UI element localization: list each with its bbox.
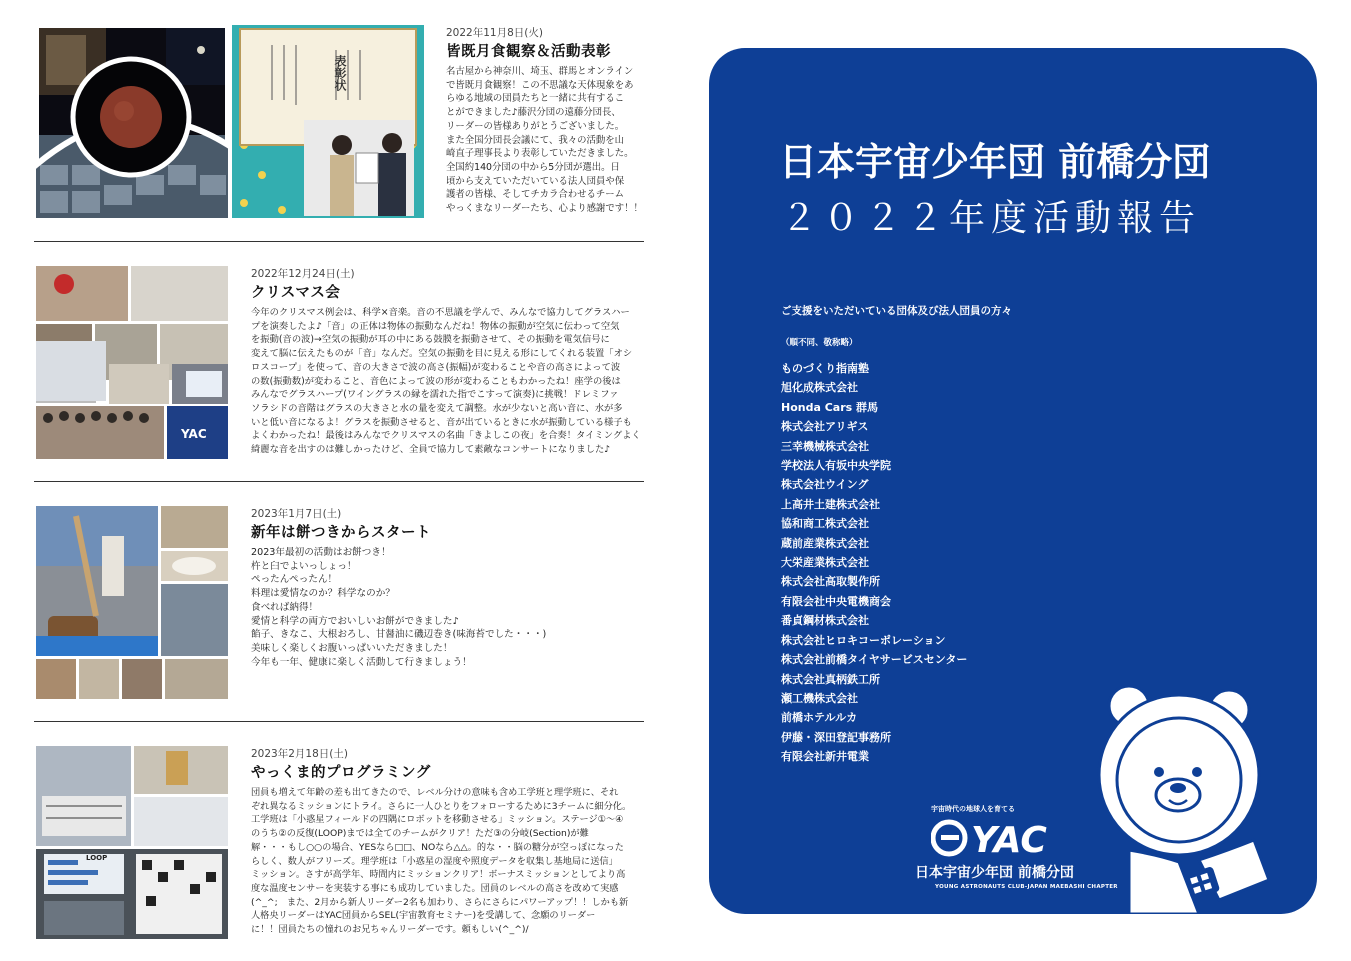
divider bbox=[34, 241, 644, 242]
sponsor-item: 株式会社アリギス bbox=[781, 420, 869, 434]
sponsor-item: 有限会社中央電機商会 bbox=[781, 594, 891, 608]
yac-logo-block bbox=[905, 804, 1118, 904]
sponsor-item: 学校法人有坂中央学院 bbox=[781, 459, 891, 473]
sponsor-item: 有限会社新井電業 bbox=[781, 750, 869, 764]
certificate-image bbox=[232, 25, 424, 218]
section-mochi bbox=[36, 506, 644, 701]
org-name: 日本宇宙少年団 前橋分団 bbox=[915, 865, 1074, 881]
support-heading: ご支援をいただいている団体及び法人団員の方々 bbox=[781, 305, 1012, 317]
sponsor-item: 協和商工株式会社 bbox=[781, 517, 869, 531]
section-date: 2022年12月24日(土) bbox=[251, 268, 355, 280]
sponsor-list bbox=[781, 359, 967, 767]
photo-programming bbox=[36, 746, 228, 939]
section-body: 団員も増えて年齢の差も出てきたので、レベル分けの意味も含め工学班と理学班に、それ ぞれ異なるミッションにトライ。さらに一人ひとりをフォローするために3チームに細分化。 工学班は「小惑星フィールドの四隅にロボットを移動させる」ミッション。ステージ①～④ のうち②の反復(LOOP)までは全てのチームがクリア！ただ③の分岐(Section)が難 解・・・もし○○の場合、YESなら□□、NOなら△△。的な・・脳の糖分が空っぽになった らしく、数人がフリーズ。理学班は「小惑星の湿度や照度データを収集し基地局に送信」 ミッション。さすが高学年、時間内にミッションクリア！ボーナスミッションとしてより高 度な温度センサーを実装する事にも成功していました。団員のレベルの高さを改めて実感 (^_^; また、2月から新人リーダー2名も加わり、さらにさらにパワーアップ！！しかも新 人格央リーダーはYAC団員からSEL(宇宙教育セミナー)を受講して、念願のリーダー に！！団員たちの憧れのお兄ちゃんリーダーです。頼もしい(^_^)/ bbox=[251, 787, 632, 936]
org-name-en: YOUNG ASTRONAUTS CLUB-JAPAN MAEBASHI CHAPTER bbox=[935, 884, 1118, 890]
slogan: 宇宙時代の地球人を育てる bbox=[931, 805, 1015, 813]
sponsor-item: 上高井土建株式会社 bbox=[781, 497, 880, 511]
sponsor-item: 株式会社ヒロキコーポレーション bbox=[781, 633, 946, 647]
sponsor-item: 番貞鋼材株式会社 bbox=[781, 614, 869, 628]
yac-logo-text: YAC bbox=[971, 820, 1047, 858]
sponsor-item: 蔵前産業株式会社 bbox=[781, 536, 869, 550]
section-body: 2023年最初の活動はお餅つき！ 杵と臼でよいっしょっ！ ぺったんぺったん！ 料理は愛情なのか？科学なのか？ 食べれば納得！ 愛情と科学の両方でおいしいお餅ができました♪ 餡子、きなこ、大根おろし、甘醤油に磯辺巻き(味海苔でした・・・) 美味しく楽しくお腹いっぱいいただきました！ 今年も一年、健康に楽しく活動して行きましょう！ bbox=[251, 547, 547, 668]
section-lunar-eclipse bbox=[36, 25, 644, 220]
sponsor-item: 瀬工機株式会社 bbox=[781, 691, 858, 705]
photo-mochi bbox=[36, 506, 228, 699]
section-text bbox=[251, 747, 644, 937]
sponsor-item: 株式会社高取製作所 bbox=[781, 575, 880, 589]
photo-christmas bbox=[36, 266, 228, 459]
divider bbox=[34, 481, 644, 482]
section-title: 新年は餅つきからスタート bbox=[251, 525, 431, 541]
section-text bbox=[251, 267, 644, 457]
section-title: やっくま的プログラミング bbox=[251, 765, 431, 781]
sponsor-item: 前橋ホテルルカ bbox=[781, 711, 858, 725]
yac-logo-icon bbox=[931, 818, 1091, 858]
section-date: 2022年11月8日(火) bbox=[446, 27, 543, 39]
eclipse-collage-image bbox=[36, 25, 228, 218]
section-date: 2023年2月18日(土) bbox=[251, 748, 348, 760]
section-programming bbox=[36, 746, 644, 941]
certificate-title: 表彰状 bbox=[333, 55, 347, 91]
sponsor-item: Honda Cars 群馬 bbox=[781, 400, 879, 414]
sponsor-item: 旭化成株式会社 bbox=[781, 381, 858, 395]
section-body: 今年のクリスマス例会は、科学×音楽。音の不思議を学んで、みんなで協力してグラスハー プを演奏したよ♪「音」の正体は物体の振動なんだね！物体の振動が空気に伝わって空気 を振動(音の波)→空気の振動が耳の中にある鼓膜を振動させて、その振動を電気信号に 変えて脳に伝えたものが「音」なんだ。空気の振動を目に見える形にしてくれる装置「オシ ロスコープ」を使って、音の大きさで波の高さ(振幅)が変わることや音の高さによって波 の数(振動数)が変わること、音色によって波の形が変わることもわかったね！座学の後は みんなでグラスハープ(ワイングラスの縁を濡れた指でこすって演奏)に挑戦！ドレミファ ソラシドの音階はグラスの大きさと水の量を変えて調整。水が少ないと高い音に、水が多 いと低い音になるよ！グラスを振動させると、音が出ているときに水が振動している様子も よくわかったね！最後はみんなでクリスマスの名曲「きよしこの夜」を合奏！タイミングよく 綺麗な音を出すのは難しかったけど、全員で協力して素敵なコンサートになりました♪ bbox=[251, 307, 641, 456]
divider bbox=[34, 721, 644, 722]
sponsor-item: 株式会社前橋タイヤサービスセンター bbox=[781, 653, 968, 667]
section-text bbox=[446, 26, 646, 216]
order-note: （順不同、敬称略） bbox=[781, 338, 858, 348]
screen-label: LOOP bbox=[86, 854, 108, 862]
mascot-bear-icon bbox=[1089, 680, 1269, 914]
svg-text:YAC: YAC bbox=[181, 427, 207, 441]
christmas-collage-image bbox=[36, 266, 228, 459]
sponsor-item: 大栄産業株式会社 bbox=[781, 556, 869, 570]
report-title-line2: ２０２２年度活動報告 bbox=[781, 198, 1202, 239]
programming-collage-image bbox=[36, 746, 228, 939]
report-cover-card bbox=[709, 48, 1317, 914]
mochi-collage-image bbox=[36, 506, 228, 699]
section-body: 名古屋から神奈川、埼玉、群馬とオンライン で皆既月食観察！この不思議な天体現象をあ らゆる地域の団員たちと一緒に共有するこ とができました♪藤沢分団の遠藤分団長、 リーダーの皆様ありがとうございました。 また全国分団長会議にて、我々の活動を山 崎直子理事長より表彰していただきました。 全国約140分団の中から5分団が選出。日 頃から支えていただいている法人団員や保 護者の皆様、そしてチカラ合わせるチーム やっくまなリーダーたち、心より感謝です！！ bbox=[446, 66, 643, 215]
report-title-line1: 日本宇宙少年団 前橋分団 bbox=[779, 140, 1211, 184]
sponsor-item: 伊藤・深田登記事務所 bbox=[781, 730, 891, 744]
photo-award-certificate bbox=[232, 25, 424, 218]
photo-lunar-eclipse bbox=[36, 25, 228, 218]
sponsor-item: ものづくり指南塾 bbox=[781, 362, 869, 375]
section-title: 皆既月食観察＆活動表彰 bbox=[446, 44, 611, 60]
section-date: 2023年1月7日(土) bbox=[251, 508, 342, 520]
section-title: クリスマス会 bbox=[251, 285, 341, 301]
section-christmas bbox=[36, 266, 644, 461]
sponsor-item: 三幸機械株式会社 bbox=[781, 439, 869, 453]
section-text bbox=[251, 507, 644, 669]
sponsor-item: 株式会社真柄鉄工所 bbox=[781, 672, 880, 686]
sponsor-item: 株式会社ウイング bbox=[781, 478, 869, 492]
